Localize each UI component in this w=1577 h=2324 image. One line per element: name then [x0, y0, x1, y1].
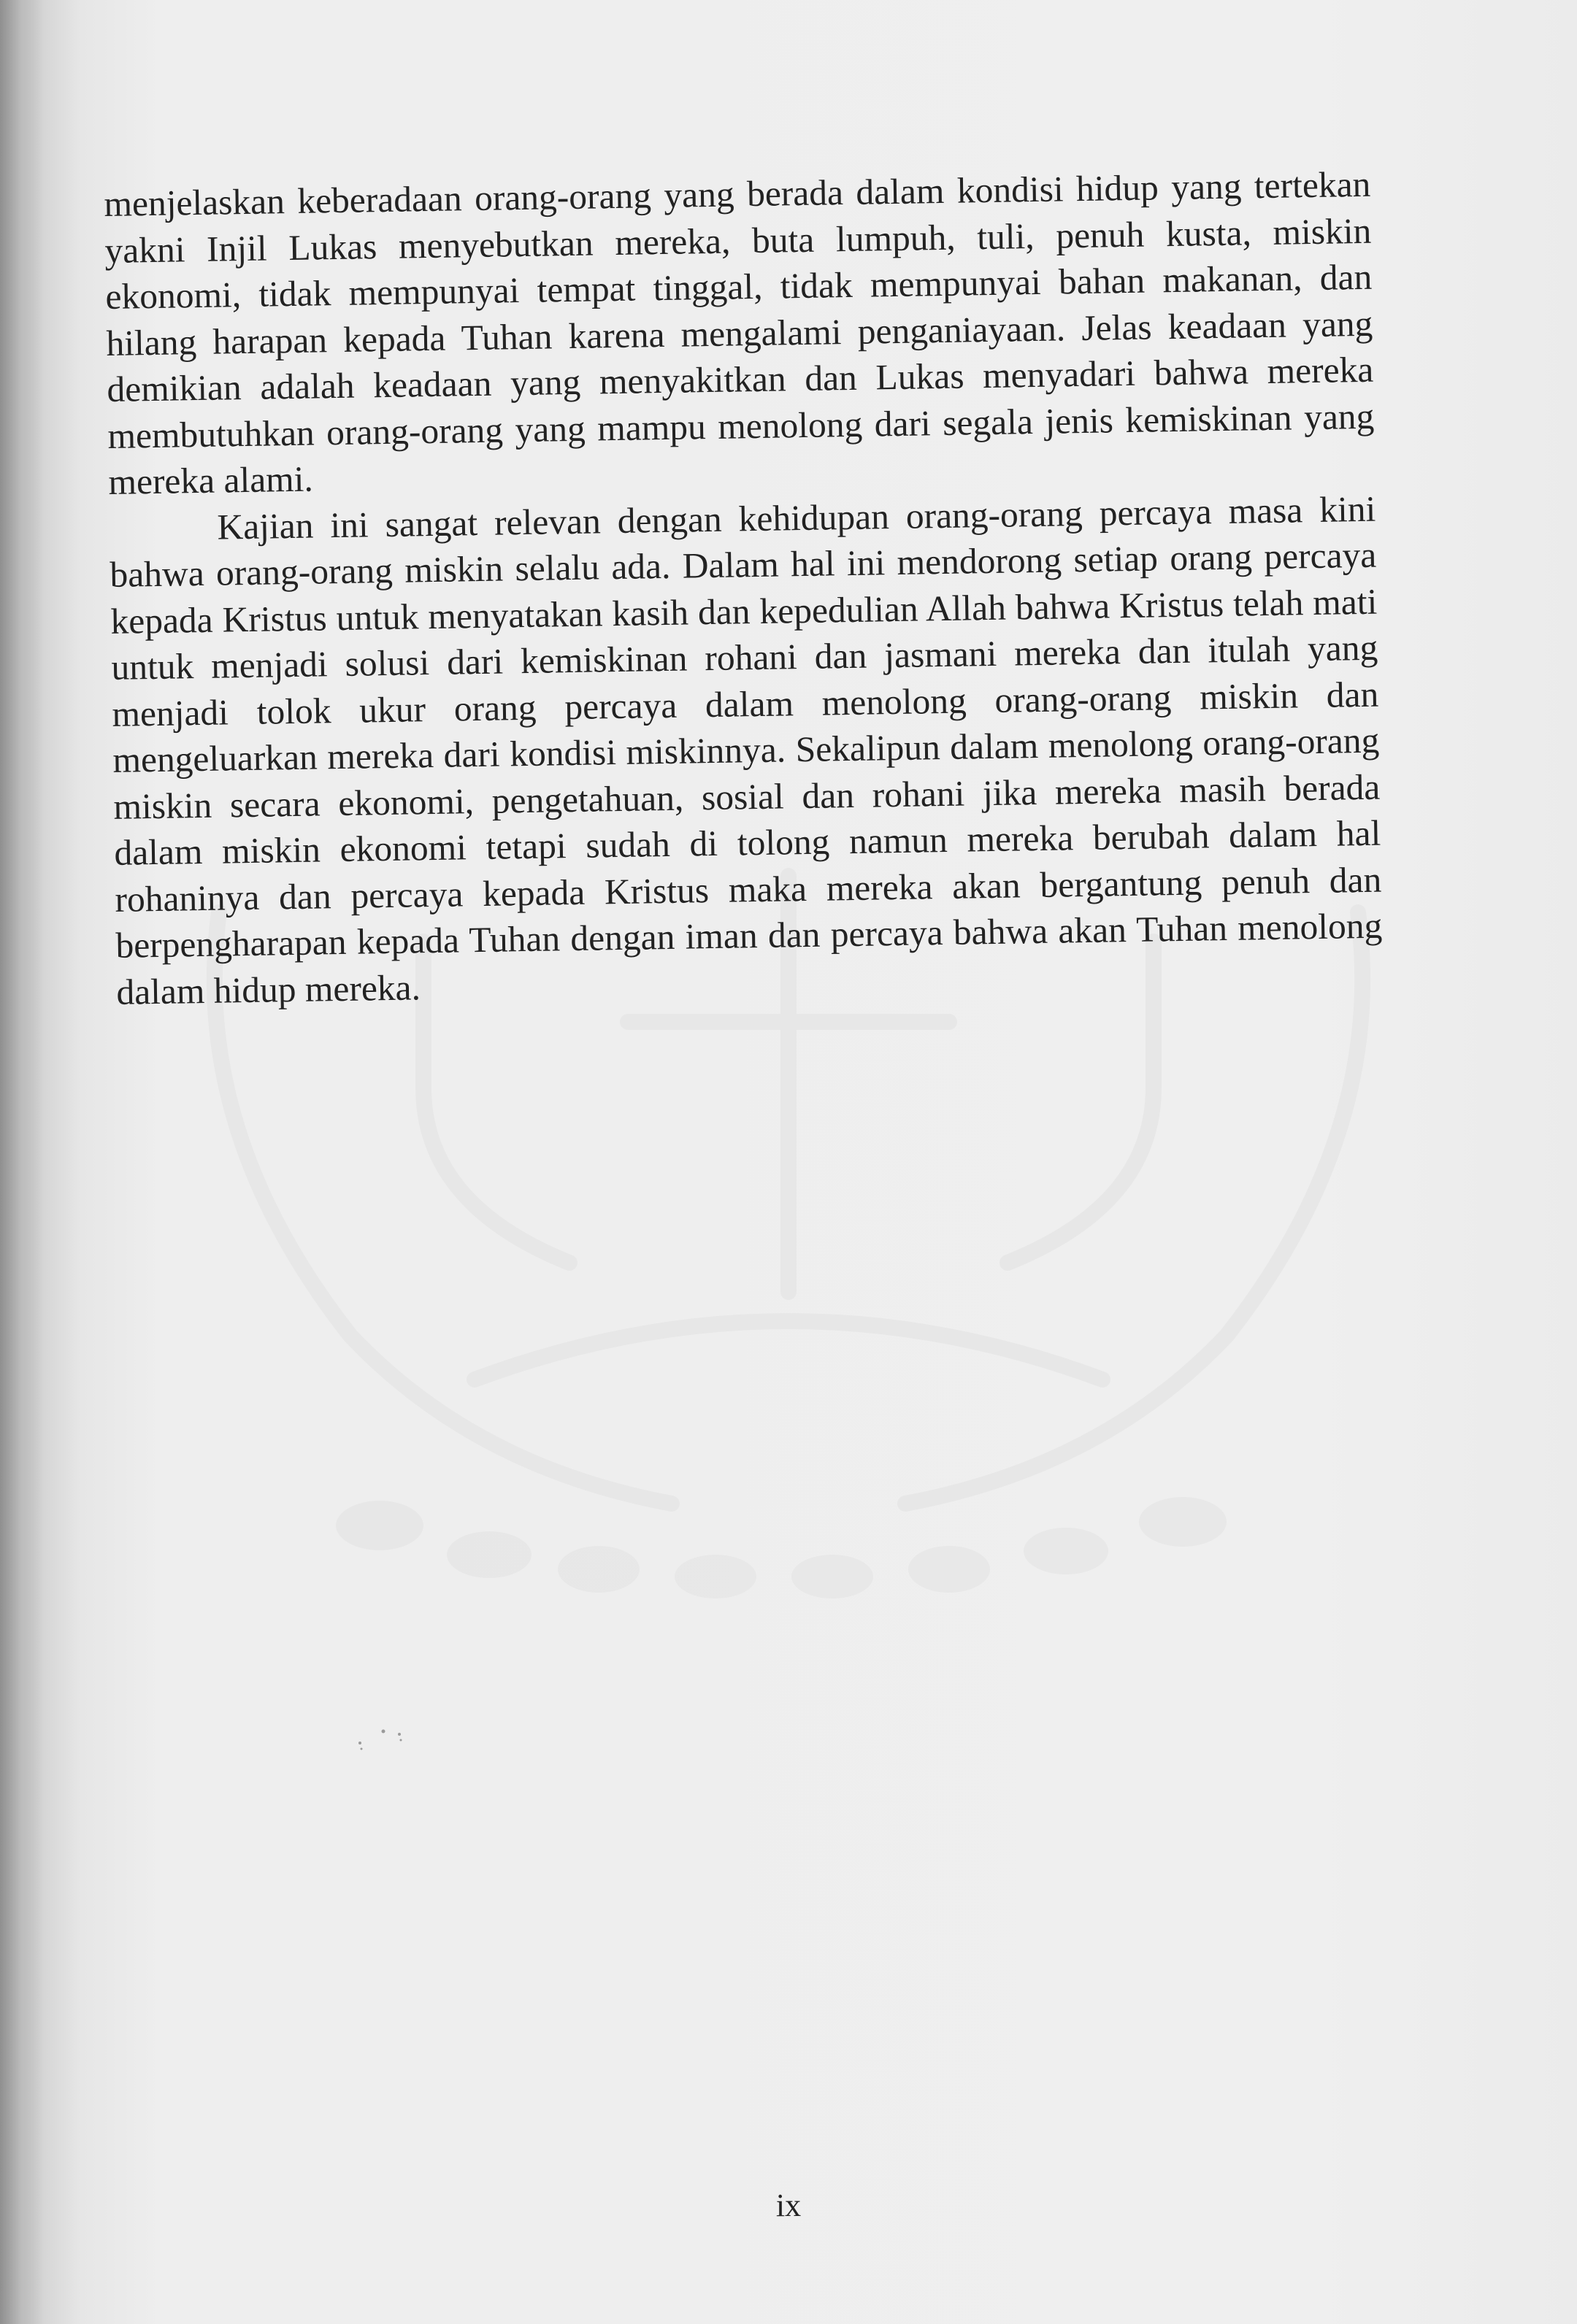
- paragraph-2: Kajian ini sangat relevan dengan kehidupan orang-orang percaya masa kini bahwa orang-orang miskin selalu ada. Dalam hal ini mendorong setiap orang percaya kepada Kristus untuk menyatakan kasih dan kepedulian Allah bahwa Kristus telah mati untuk menjadi solusi dari kemiskinan rohani dan jasmani mereka dan itulah yang menjadi tolok ukur orang percaya dalam menolong orang-orang miskin dan mengeluarkan mereka dari kondisi miskinnya. Sekalipun dalam menolong orang-orang miskin secara ekonomi, pengetahuan, sosial dan rohani jika mereka masih berada dalam miskin ekonomi tetapi sudah di tolong namun mereka berubah dalam hal rohaninya dan percaya kepada Kristus maka mereka akan bergantung penuh dan berpengharapan kepada Tuhan dengan iman dan percaya bahwa akan Tuhan menolong dalam hidup mereka.: [110, 488, 1383, 1012]
- page-number: ix: [775, 2188, 802, 2223]
- paragraph-1: menjelaskan keberadaan orang-orang yang berada dalam kondisi hidup yang tertekan yakni Injil Lukas menyebutkan mereka, buta lumpuh, tuli, penuh kusta, miskin ekonomi, tidak mempunyai tempat tinggal, tidak mempunyai bahan makanan, dan hilang harapan kepada Tuhan karena mengalami penganiayaan. Jelas keadaan yang demikian adalah keadaan yang menyakitkan dan Lukas menyadari bahwa mereka membutuhkan orang-orang yang mampu menolong dari segala jenis kemiskinan yang mereka alami.: [104, 163, 1375, 502]
- body-text: [104, 161, 1384, 1015]
- binding-shadow: [0, 0, 44, 2324]
- scan-speck: [354, 1721, 413, 1765]
